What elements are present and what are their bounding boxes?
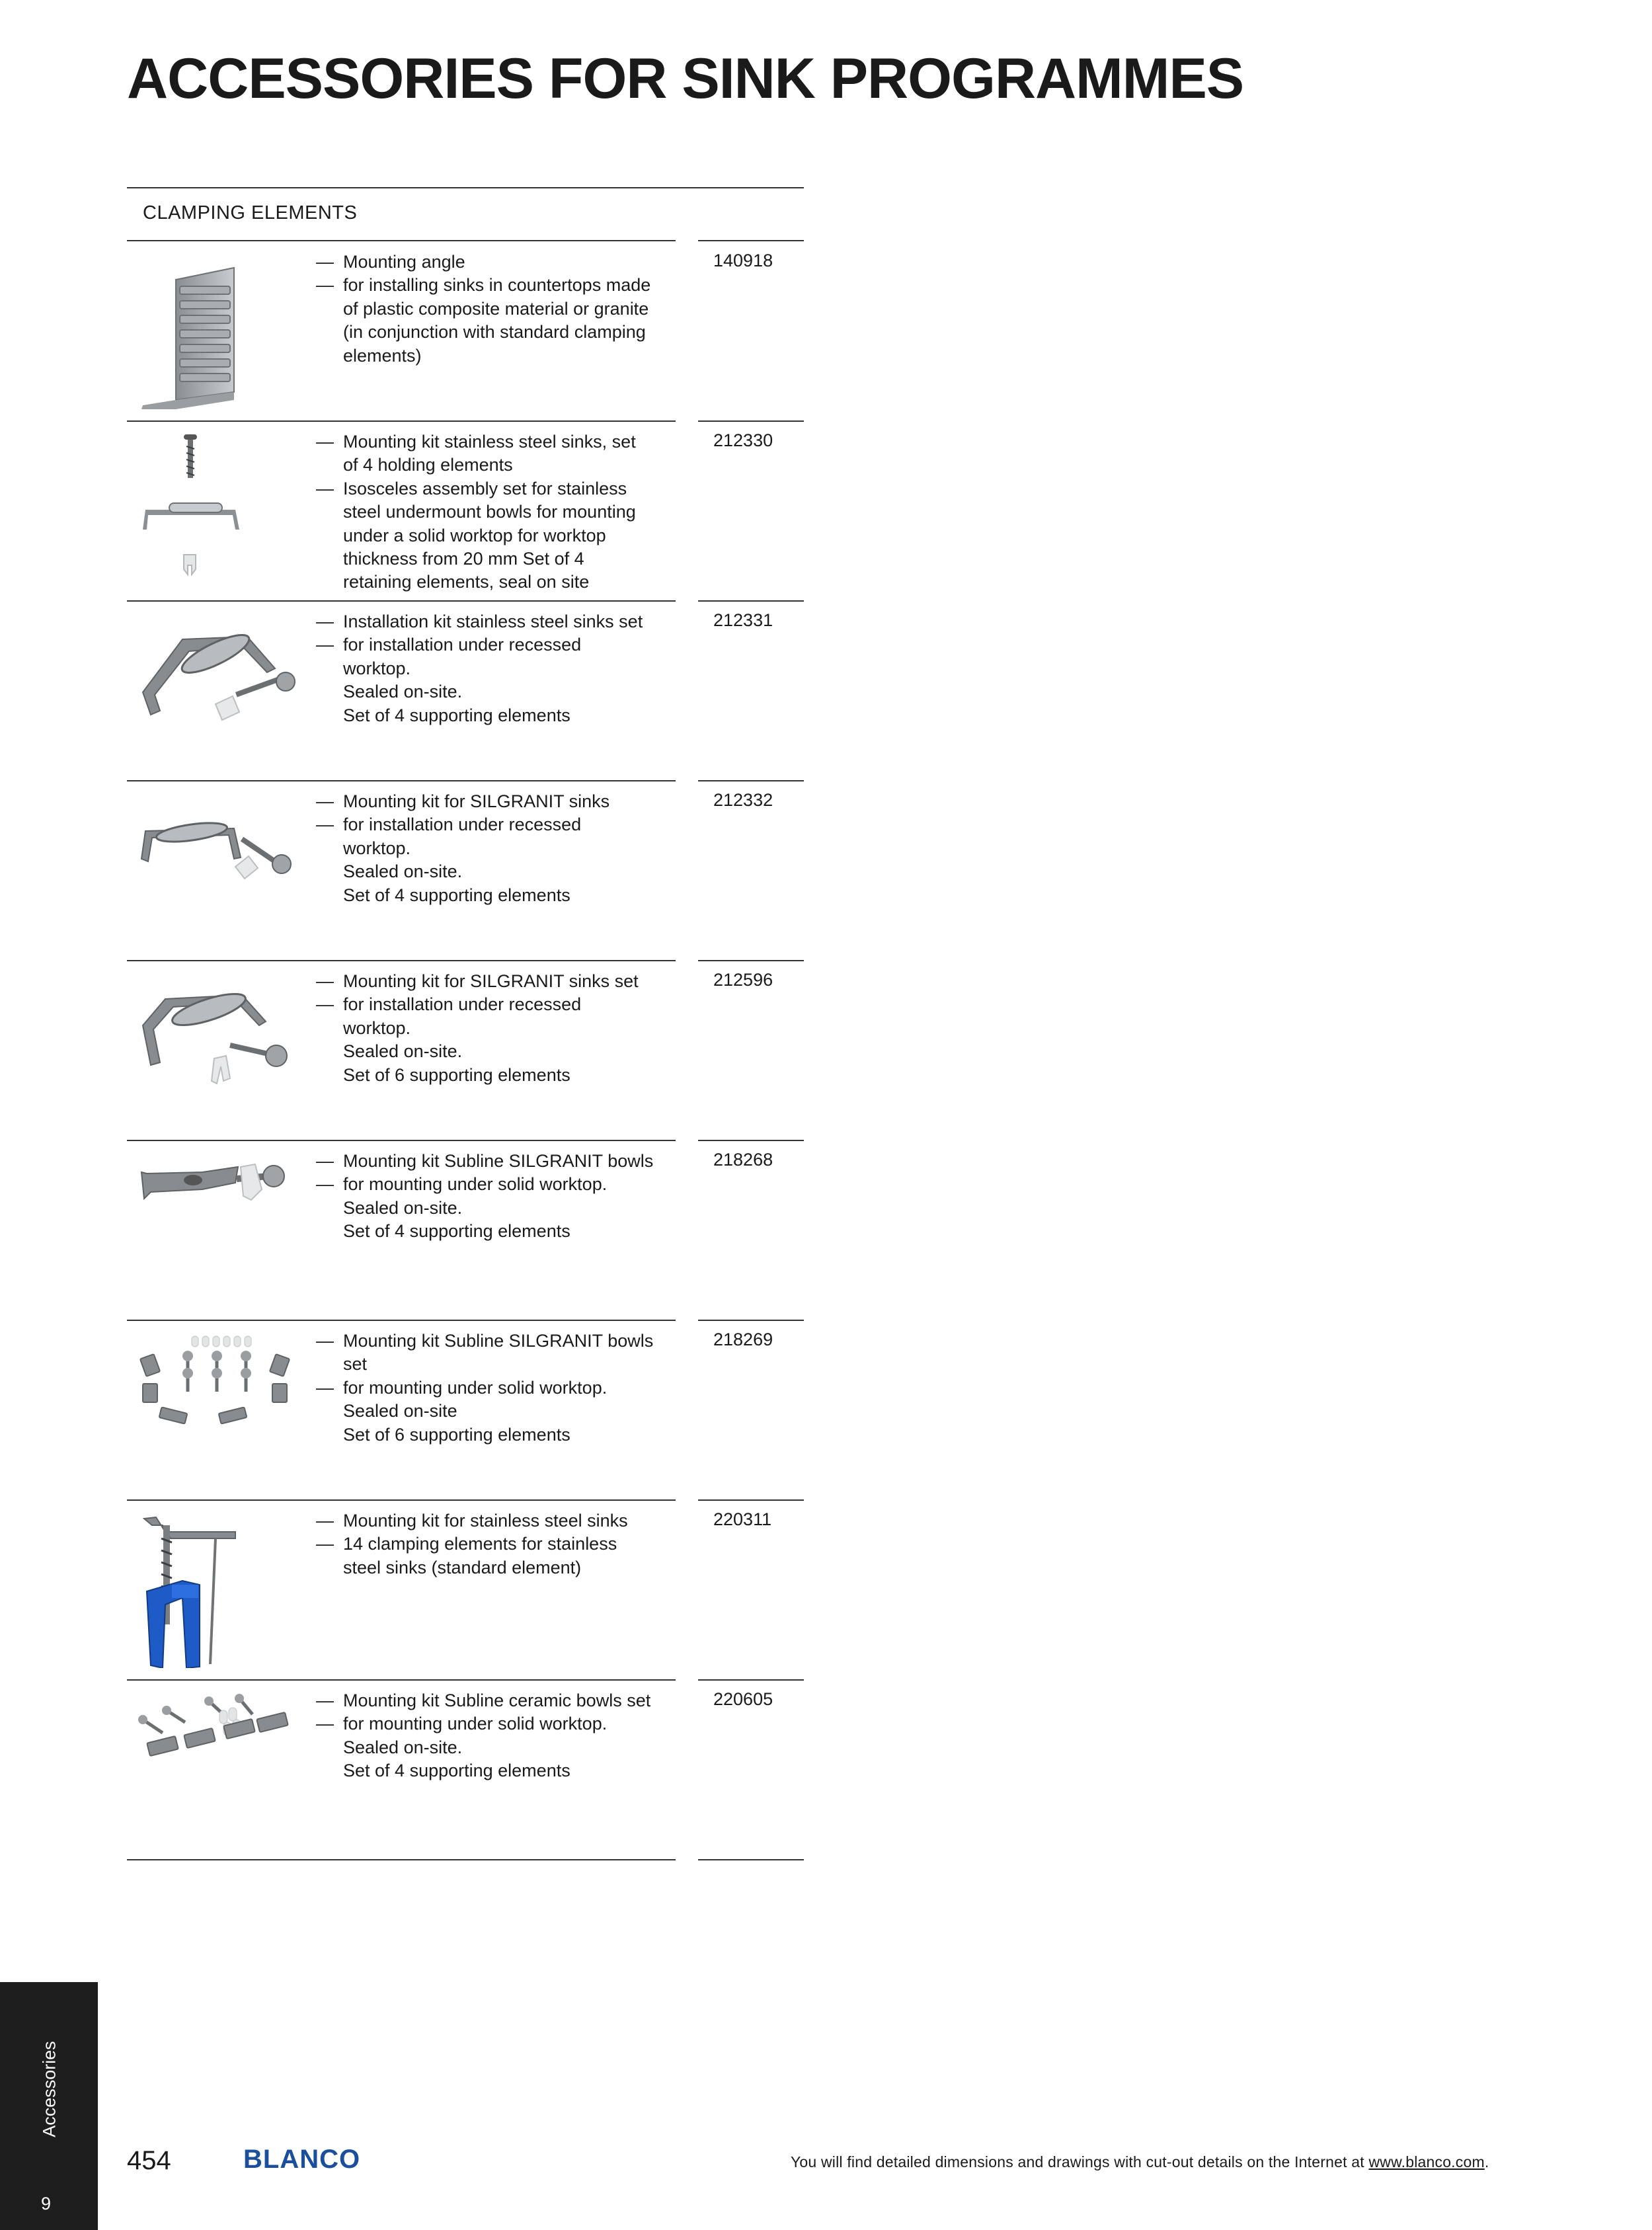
row-rule-left <box>127 1859 676 1860</box>
description-line <box>316 500 673 524</box>
description-line <box>316 1759 673 1782</box>
product-row <box>0 1320 1652 1500</box>
article-number: 212332 <box>713 790 773 810</box>
section-heading: CLAMPING ELEMENTS <box>143 202 358 223</box>
description-text: retaining elements, seal on site <box>343 572 590 592</box>
description-text: Mounting angle <box>343 252 465 272</box>
description-text: worktop. <box>343 838 411 858</box>
description-text: Isosceles assembly set for stainless <box>343 478 627 498</box>
bullet-dash: — <box>316 1714 334 1734</box>
description-text: Set of 4 supporting elements <box>343 1761 570 1781</box>
description-line <box>316 610 673 633</box>
description-line <box>316 251 673 274</box>
description-line <box>316 837 673 860</box>
description-text: for installation under recessed <box>343 635 582 655</box>
description-text: for mounting under solid worktop. <box>343 1377 608 1398</box>
description-line <box>316 970 673 993</box>
description-text: steel sinks (standard element) <box>343 1557 582 1577</box>
description-text: set <box>343 1354 368 1374</box>
product-row <box>0 1500 1652 1680</box>
blanco-logo <box>242 2144 374 2173</box>
product-row <box>0 1680 1652 1860</box>
description-line <box>316 790 673 813</box>
description-line <box>316 1423 673 1447</box>
description-line <box>316 1220 673 1243</box>
footer-suffix: . <box>1484 2153 1489 2170</box>
svg-text:BLANCO: BLANCO <box>243 2145 361 2173</box>
product-row <box>0 781 1652 961</box>
description-text: of 4 holding elements <box>343 455 513 475</box>
bullet-dash: — <box>316 612 334 631</box>
bullet-dash: — <box>316 478 334 498</box>
bullet-dash: — <box>316 635 334 655</box>
description-line <box>316 524 673 547</box>
bullet-dash: — <box>316 815 334 835</box>
product-image <box>136 1692 301 1848</box>
sidebar-chapter-label: Accessories <box>39 2041 59 2137</box>
description-line <box>316 1400 673 1423</box>
product-row <box>0 241 1652 421</box>
description-text: Mounting kit stainless steel sinks, set <box>343 432 636 452</box>
description-line <box>316 1150 673 1173</box>
page-number: 454 <box>127 2146 171 2175</box>
section-top-rule <box>127 187 804 188</box>
description-text: Installation kit stainless steel sinks set <box>343 612 643 631</box>
description-line <box>316 1533 673 1556</box>
product-description <box>316 430 673 594</box>
description-line <box>316 860 673 883</box>
description-line <box>316 884 673 907</box>
product-image <box>136 613 301 769</box>
description-text: Mounting kit for stainless steel sinks <box>343 1511 628 1531</box>
description-line <box>316 1509 673 1533</box>
article-number: 220605 <box>713 1689 773 1709</box>
product-image <box>136 1152 301 1308</box>
product-image <box>136 433 301 589</box>
product-description <box>316 1150 673 1244</box>
description-text: for installation under recessed <box>343 994 582 1015</box>
description-line <box>316 813 673 836</box>
description-line <box>316 1064 673 1087</box>
product-image <box>136 793 301 949</box>
product-description <box>316 790 673 907</box>
bullet-dash: — <box>316 1174 334 1195</box>
bullet-dash: — <box>316 1511 334 1531</box>
description-text: Set of 4 supporting elements <box>343 1221 570 1242</box>
bullet-dash: — <box>316 971 334 991</box>
description-line <box>316 430 673 454</box>
description-text: Mounting kit Subline ceramic bowls set <box>343 1691 651 1710</box>
description-line <box>316 1017 673 1040</box>
bullet-dash: — <box>316 252 334 272</box>
description-text: of plastic composite material or granite <box>343 298 649 319</box>
description-line <box>316 1689 673 1712</box>
article-number: 212596 <box>713 970 773 990</box>
description-line <box>316 704 673 727</box>
description-text: Sealed on-site. <box>343 1737 463 1757</box>
product-description <box>316 1689 673 1783</box>
product-image <box>136 1512 301 1668</box>
description-text: under a solid worktop for worktop <box>343 525 606 545</box>
description-line <box>316 1712 673 1735</box>
bullet-dash: — <box>316 1331 334 1351</box>
description-text: worktop. <box>343 1017 411 1038</box>
website-link[interactable]: www.blanco.com <box>1368 2153 1485 2170</box>
article-number: 220311 <box>713 1509 772 1529</box>
description-text: Sealed on-site. <box>343 1041 463 1062</box>
product-image <box>136 1332 301 1488</box>
description-line <box>316 298 673 321</box>
description-line <box>316 1376 673 1400</box>
description-line <box>316 1040 673 1063</box>
product-row <box>0 961 1652 1140</box>
description-line <box>316 477 673 500</box>
sidebar-chapter-number: 9 <box>41 2194 52 2213</box>
description-text: Sealed on-site. <box>343 682 463 702</box>
description-line <box>316 657 673 680</box>
footer-text: You will find detailed dimensions and drawings with cut-out details on the Internet at <box>791 2153 1369 2170</box>
description-text: worktop. <box>343 658 411 678</box>
product-description <box>316 251 673 368</box>
description-text: Set of 4 supporting elements <box>343 705 570 725</box>
description-line <box>316 1173 673 1196</box>
product-row <box>0 421 1652 601</box>
description-line <box>316 344 673 368</box>
product-image <box>136 253 301 409</box>
description-line <box>316 993 673 1016</box>
description-text: steel undermount bowls for mounting <box>343 502 636 522</box>
product-row <box>0 601 1652 781</box>
description-text: Mounting kit for SILGRANIT sinks set <box>343 971 639 991</box>
description-text: for mounting under solid worktop. <box>343 1174 608 1195</box>
description-line <box>316 1197 673 1220</box>
description-line <box>316 1330 673 1353</box>
product-row <box>0 1140 1652 1320</box>
bullet-dash: — <box>316 791 334 811</box>
description-text: Set of 6 supporting elements <box>343 1064 570 1085</box>
product-description <box>316 970 673 1087</box>
description-line <box>316 454 673 477</box>
description-line <box>316 274 673 297</box>
bullet-dash: — <box>316 1377 334 1398</box>
description-text: for mounting under solid worktop. <box>343 1714 608 1734</box>
description-line <box>316 1556 673 1579</box>
description-text: thickness from 20 mm Set of 4 <box>343 549 584 569</box>
footer-note <box>791 2153 1489 2171</box>
description-line <box>316 1736 673 1759</box>
description-line <box>316 571 673 594</box>
article-number: 212331 <box>713 610 773 630</box>
description-text: for installing sinks in countertops made <box>343 275 651 296</box>
description-text: Mounting kit Subline SILGRANIT bowls <box>343 1151 654 1171</box>
row-rule-right <box>698 1859 804 1860</box>
product-description <box>316 1330 673 1447</box>
description-text: 14 clamping elements for stainless <box>343 1534 617 1554</box>
bullet-dash: — <box>316 1691 334 1710</box>
description-line <box>316 680 673 703</box>
product-image <box>136 973 301 1129</box>
description-text: (in conjunction with standard clamping <box>343 322 646 342</box>
description-line <box>316 1353 673 1376</box>
description-text: Mounting kit for SILGRANIT sinks <box>343 791 610 811</box>
description-text: Sealed on-site. <box>343 1197 463 1218</box>
product-description <box>316 610 673 727</box>
bullet-dash: — <box>316 275 334 296</box>
description-line <box>316 547 673 571</box>
description-line <box>316 633 673 657</box>
description-text: Mounting kit Subline SILGRANIT bowls <box>343 1331 654 1351</box>
bullet-dash: — <box>316 994 334 1015</box>
article-number: 140918 <box>713 251 773 270</box>
description-text: Set of 6 supporting elements <box>343 1424 570 1445</box>
bullet-dash: — <box>316 1534 334 1554</box>
description-text: Set of 4 supporting elements <box>343 885 570 905</box>
page-title: ACCESSORIES FOR SINK PROGRAMMES <box>127 47 1244 110</box>
article-number: 212330 <box>713 430 773 450</box>
product-description <box>316 1509 673 1579</box>
description-text: elements) <box>343 345 422 366</box>
description-text: Sealed on-site <box>343 1401 457 1421</box>
description-text: Sealed on-site. <box>343 861 463 882</box>
bullet-dash: — <box>316 432 334 452</box>
article-number: 218269 <box>713 1330 773 1349</box>
description-text: for installation under recessed <box>343 815 582 835</box>
bullet-dash: — <box>316 1151 334 1171</box>
description-line <box>316 321 673 344</box>
article-number: 218268 <box>713 1150 773 1170</box>
